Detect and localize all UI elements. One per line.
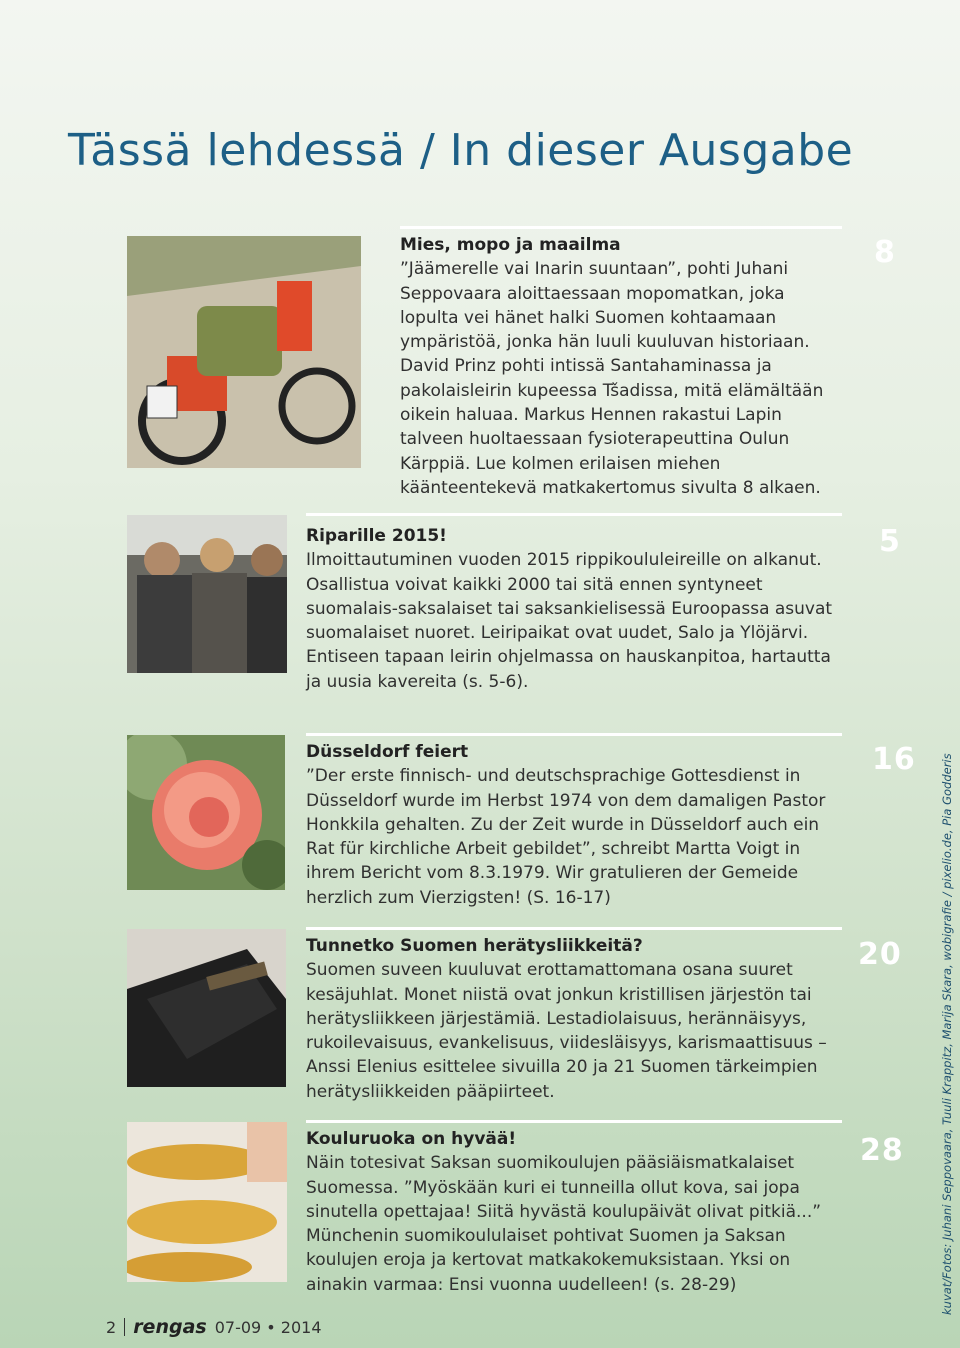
- footer-page-number: 2: [106, 1317, 117, 1337]
- braided-bread-photo: [127, 1122, 287, 1282]
- page-reference: 16: [872, 742, 916, 777]
- article-body: ”Der erste finnisch- und deutschsprachige Gottesdienst in Düsseldorf wurde im Herbst 1974 von dem damaligen Pastor Honkkila gehalten. Zu der Zeit wurde in Düsseldorf auch ein Rat für kirchliche Arbeit gebildet”, schreibt Martta Voigt in ihrem Bericht vom 8.3.1979. Wir gratulieren der Gemeide herzlich zum Vierzigsten! (S. 16-17): [306, 766, 826, 908]
- page-reference: 5: [879, 524, 901, 559]
- magazine-logo: rengas: [133, 1316, 207, 1338]
- footer-separator: [124, 1318, 125, 1336]
- youth-group-photo: [127, 515, 287, 673]
- article-body: Suomen suveen kuuluvat erottamattomana osana suuret kesäjuhlat. Monet niistä ovat jonkun kristillisen järjestön tai herätysliikkeen järjestämiä. Lestadiolaisuus, herännäisyys, rukoilevaisuus, evankelisuus, viidesläisyys, karismaattisuus – Anssi Elenius esittelee sivuilla 20 ja 21 Suomen tärkeimpien herätysliikkeiden pääpiirteet.: [306, 960, 827, 1102]
- page-footer: [106, 1316, 322, 1338]
- article-heading: Düsseldorf feiert: [306, 742, 469, 762]
- article-body: ”Jäämerelle vai Inarin suuntaan”, pohti Juhani Seppovaara aloittaessaan mopomatkan, joka lopulta vei hänet halki Suomen kohtaamaan ympäristöä, jonka hän luuli kuuluvan historiaan. David Prinz pohti intissä Santahaminassa ja pakolaisleirin kupeessa Tšadissa, mitä elämältään oikein haluaa. Markus Hennen rakastui Lapin talveen huoltaessaan fysioterapeuttina Oulun Kärppiä. Lue kolmen erilaisen miehen käänteentekevä matkakertomus sivulta 8 alkaen.: [400, 259, 824, 498]
- article-divider: [306, 1120, 842, 1123]
- photo-credit: kuvat/Fotos: Juhani Seppovaara, Tuuli Krappitz, Marija Skara, wobigrafie / pixelio.de, Pia Godderis: [940, 753, 954, 1315]
- page-reference: 20: [858, 937, 902, 972]
- bible-photo: [127, 929, 286, 1087]
- article-duesseldorf: [306, 740, 846, 910]
- issue-label: 07-09 • 2014: [214, 1317, 322, 1337]
- article-heading: Kouluruoka on hyvää!: [306, 1129, 517, 1149]
- article-divider: [306, 733, 842, 736]
- article-body: Ilmoittautuminen vuoden 2015 rippikoululeireille on alkanut. Osallistua voivat kaikki 2000 tai sitä ennen syntyneet suomalais-saksalaiset tai saksankielisessä Euroopassa asuvat suomalaiset nuoret. Leiripaikat ovat uudet, Salo ja Ylöjärvi. Entiseen tapaan leirin ohjelmassa on hauskanpitoa, hartautta ja uusia kavereita (s. 5-6).: [306, 550, 833, 692]
- page-title: Tässä lehdessä / In dieser Ausgabe: [68, 125, 854, 176]
- article-heading: Riparille 2015!: [306, 526, 447, 546]
- article-divider: [400, 226, 842, 229]
- article-heading: Tunnetko Suomen herätysliikkeitä?: [306, 936, 643, 956]
- article-divider: [306, 927, 842, 930]
- rose-photo: [127, 735, 285, 890]
- article-divider: [306, 513, 842, 516]
- article-body: Näin totesivat Saksan suomikoulujen pääsiäismatkalaiset Suomessa. ”Myöskään kuri ei tunneilla ollut kova, sai jopa sinutella opettajaa! Siitä hyvästä koulupäivät olivat pitkiä...” Münchenin suomikoululaiset pohtivat Suomen ja Saksan koulujen eroja ja kertovat matkakokemuksistaan. Yksi on ainakin varmaa: Ensi vuonna uudelleen! (s. 28-29): [306, 1153, 822, 1295]
- article-moped: [400, 233, 844, 500]
- article-confirmation-camp: [306, 524, 842, 694]
- article-revival-movements: [306, 934, 842, 1104]
- moped-photo: [127, 236, 361, 468]
- article-school-food: [306, 1127, 846, 1297]
- article-heading: Mies, mopo ja maailma: [400, 235, 621, 255]
- page-reference: 8: [874, 235, 896, 270]
- page-reference: 28: [860, 1133, 904, 1168]
